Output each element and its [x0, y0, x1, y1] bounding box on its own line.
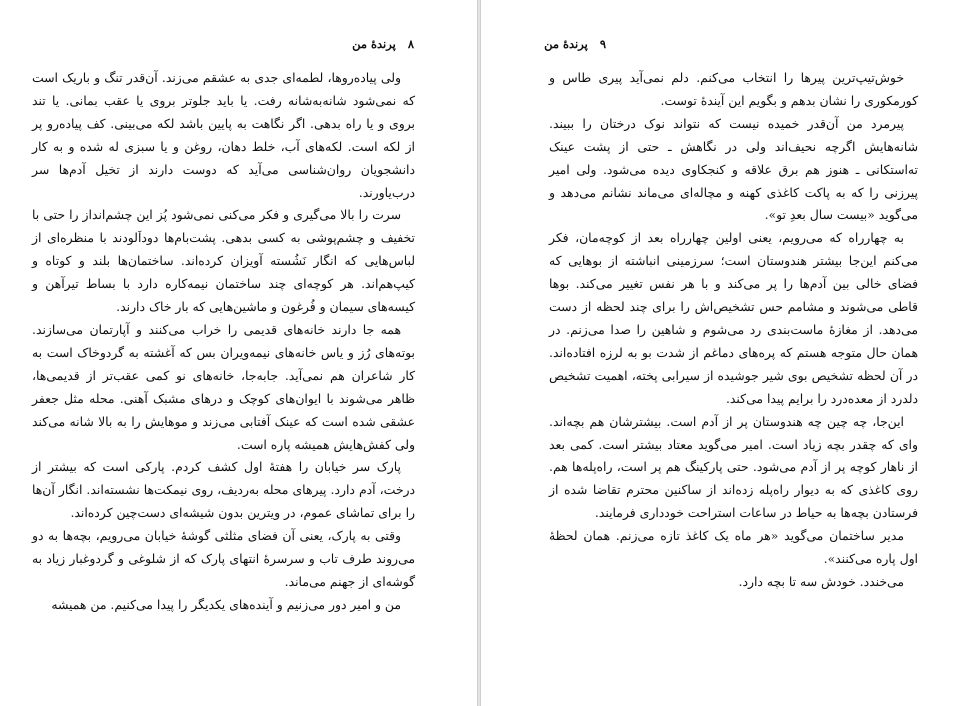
left-page	[0, 0, 478, 706]
right-page	[481, 0, 958, 706]
paragraph: پارک سر خیابان را هفتهٔ اول کشف کردم. پارکی است که بیشتر از درخت، آدم دارد. پیرهای محله به‌ردیف، روی نیمکت‌ها نشسته‌اند. انگار آن‌ها را برای تماشای عموم، در ویترین بدون شیشه‌ای دست‌چین کرده‌اند.	[32, 459, 415, 521]
running-title: پرندهٔ من	[544, 37, 588, 51]
body-text	[549, 67, 918, 594]
body-text	[32, 67, 415, 617]
page-number: ۹	[599, 37, 606, 51]
page-header	[544, 37, 606, 51]
paragraph: پیرمرد من آن‌قدر خمیده نیست که نتواند نوک درختان را ببیند. شانه‌هایش اگرچه نحیف‌اند ولی در نگاهش ـ حتی از پشت عینک ته‌استکانی ـ هنوز هم برق علاقه و کنجکاوی دیده می‌شود. ولی امیر پیرزنی را که به پاکت کاغذی کهنه و مچاله‌ای می‌ماند نشانم می‌دهد و می‌گوید «بیست سال بعدِ تو».	[549, 115, 918, 223]
page-header	[352, 37, 414, 51]
paragraph: وقتی به پارک، یعنی آن فضای مثلثی گوشهٔ خیابان می‌رویم، بچه‌ها به دو می‌روند طرف تاب و سرسرهٔ انتهای پارک که از شلوغی و گردوغبار زیاد به گوشه‌ای از جهنم می‌ماند.	[32, 528, 415, 589]
paragraph: می‌خندد. خودش سه تا بچه دارد.	[738, 573, 904, 589]
page-number: ۸	[407, 37, 414, 51]
running-title: پرندهٔ من	[352, 37, 396, 51]
paragraph: مدیر ساختمان می‌گوید «هر ماه یک کاغذ تازه می‌زنم. همان لحظهٔ اول پاره می‌کنند».	[549, 528, 918, 567]
paragraph: سرت را بالا می‌گیری و فکر می‌کنی نمی‌شود پُز این چشم‌انداز را حتی با تخفیف و چشم‌پوشی به کسی بدهی. پشت‌بام‌ها دوداَلودند با منظره‌ای از لباس‌هایی که انگار نَشُسته آویزان کرده‌اند. ساختمان‌ها بلند و کوتاه و کیپ‌هم‌اند. هر کوچه‌ای چند ساختمان نیمه‌کاره دارد با بساط تیرآهن و کیسه‌های سیمان و فُرغون و ماشین‌هایی که بار خاک دارند.	[32, 207, 415, 315]
paragraph: این‌جا، چه چین چه هندوستان پر از آدم است. بیشترشان هم بچه‌اند. وای که چقدر بچه زیاد است. امیر می‌گوید معتاد بیشتر است. کمی بعد از ناهار کوچه پر از آدم می‌شود. حتی پارکینگ هم پر است، راه‌پله‌ها هم. روی کاغذی که به دیوار راه‌پله زده‌اند از ساکنین محترم تقاضا شده از فرستادن بچه‌ها به حیاط در ساعات استراحت خودداری فرمایند.	[549, 413, 918, 521]
paragraph: خوش‌تیپ‌ترین پیرها را انتخاب می‌کنم. دلم نمی‌آید پیری طاس و کورمکوری را نشان بدهم و بگویم این آیندهٔ توست.	[549, 70, 918, 108]
paragraph: همه جا دارند خانه‌های قدیمی را خراب می‌کنند و آپارتمان می‌سازند. بوته‌های رُز و یاس خانه‌های نیمه‌ویران بس که آغشته به گردوخاک است به کار شاعران هم نمی‌آید. جابه‌جا، خانه‌های نو کمی عقب‌تر از قدیمی‌ها، ظاهر می‌شوند با ایوان‌های کوچک و درهای مشبک آهنی. محله مثل جعفر عشقی شده است که عینک آفتابی می‌زند و موهایش را به بالا شانه می‌کند ولی کفش‌هایش همیشه پاره است.	[32, 321, 415, 452]
paragraph: به چهارراه که می‌رویم، یعنی اولین چهارراه بعد از کوچه‌مان، فکر می‌کنم این‌جا بیشتر هندوستان است؛ سرزمینی انباشته از بوهایی که فضای خالی بین آدم‌ها را پر می‌کند و با هر نفس تغییر می‌کند. بوها قاطی می‌شوند و مشامم حس تشخیص‌اش را برای چند لحظه از دست می‌دهد. از مغازهٔ ماست‌بندی رد می‌شوم و شاهین را صدا می‌زنم. در همان حال متوجه هستم که پره‌های دماغم از شدت بو به لرزه افتاده‌اند. در آن لحظه تشخیص بوی شیر جوشیده از سیرابی پخته، اهمیت تشخیص دلدرد از معده‌درد را برایم پیدا می‌کند.	[549, 230, 918, 406]
paragraph: من و امیر دور می‌زنیم و آینده‌های یکدیگر را پیدا می‌کنیم. من همیشه	[51, 596, 401, 612]
paragraph: ولی پیاده‌روها، لطمه‌ای جدی به عشقم می‌زند. آن‌قدر تنگ و باریک است که نمی‌شود شانه‌به‌شانه رفت. یا باید جلوتر بروی یا عقب بمانی. یا تند بروی و یا راه بدهی. اگر نگاهت به پایین باشد لکه می‌بینی. کف پیاده‌رو پر از لکه است. لکه‌های آب، خلط دهان، روغن و یا سبزی له شده و به کار دانشجویان روان‌شناسی می‌آید که دوست دارند از تخیل آدم‌ها سر درب‌یاورند.	[32, 70, 415, 200]
